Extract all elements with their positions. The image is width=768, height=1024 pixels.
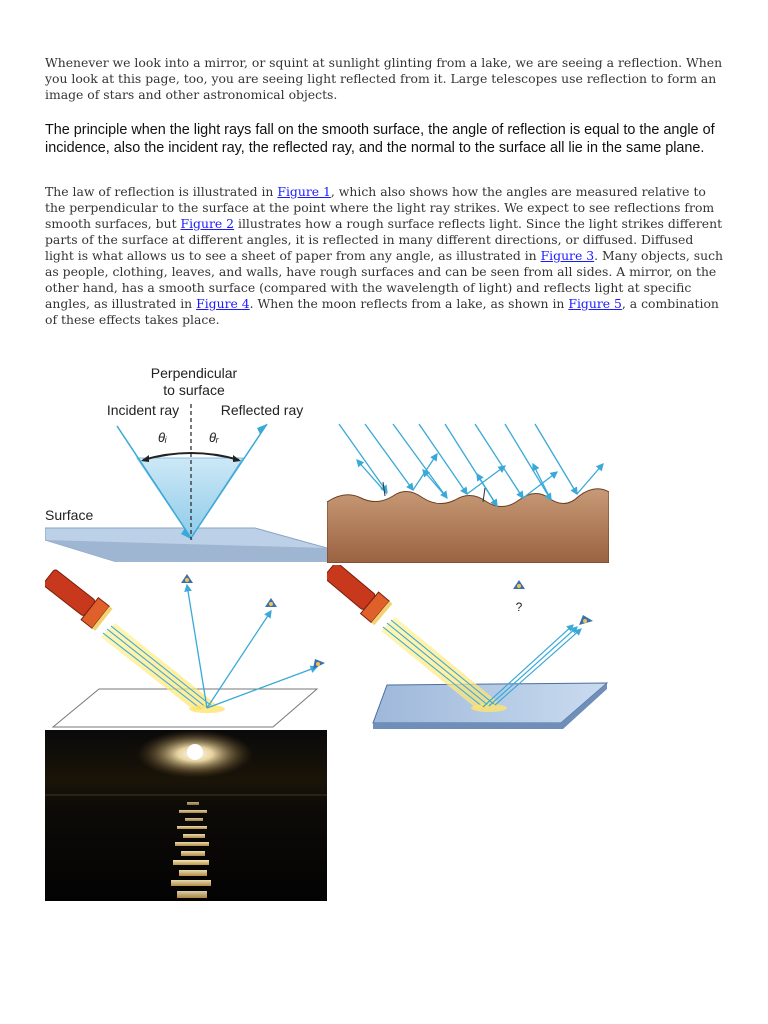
figure-5-link[interactable]: Figure 5 (568, 296, 622, 311)
figure-1-diagram (45, 362, 327, 562)
eye-icon (513, 580, 525, 589)
perpendicular-label-2: to surface (163, 382, 225, 398)
reflected-ray-label: Reflected ray (220, 402, 304, 418)
figure-2-link[interactable]: Figure 2 (180, 216, 235, 231)
figure-4-mirror-specular (327, 565, 609, 730)
theta-i-label: θᵢ (158, 430, 167, 445)
figure-1-link[interactable]: Figure 1 (277, 184, 331, 199)
angle-cone (137, 458, 243, 538)
intro-paragraph: Whenever we look into a mirror, or squint at sunlight glinting from a lake, we are seeing a reflection. When you look at this page, too, you are seeing light reflected from it. Large telescopes use reflection to form an image of stars and other astronomical objects. (45, 55, 723, 102)
horizon (45, 794, 327, 796)
flashlight (45, 566, 113, 631)
incident-ray-label: Incident ray (106, 402, 180, 418)
figure-2-diagram (327, 420, 609, 563)
figure-4-diagram (327, 565, 609, 730)
law-text-3: illustrates how a rough surface reflects light. Since the light strikes different parts of the surface at different angles, it is reflected in many different directions, or diffused. Diffused light is what allows us to see a sheet of paper from any angle, as illustrated in (45, 216, 723, 263)
eye-icon (313, 659, 325, 669)
question-mark: ? (515, 600, 523, 614)
law-text-5: . When the moon reflects from a lake, as shown in (249, 296, 569, 311)
rough-surface (327, 489, 609, 563)
eye-icon (579, 615, 593, 625)
figure-5-moon-over-lake (45, 730, 327, 901)
moon (187, 744, 203, 760)
eye-icon (181, 574, 193, 583)
figure-4-link[interactable]: Figure 4 (196, 296, 250, 311)
perpendicular-label-1: Perpendicular (150, 365, 238, 381)
law-text-4: . Many objects, such as people, clothing, leaves, and walls, have rough surfaces and can be seen from all sides. A mirror, on the other hand, has a smooth surface (compared with the wavelength of light) and reflects light at specific angles, as illustrated in (45, 248, 723, 311)
figure-5-photo (45, 730, 327, 901)
figure-3-diagram (45, 565, 327, 730)
law-text-6: , a combination of these effects takes place. (45, 296, 719, 327)
law-of-reflection-paragraph (45, 184, 725, 328)
surface-label: Surface (45, 507, 94, 523)
flashlight (327, 565, 392, 625)
figure-3-link[interactable]: Figure 3 (540, 248, 595, 263)
eye-icon (265, 598, 277, 607)
principle-paragraph: The principle when the light rays fall on the smooth surface, the angle of reflection is equal to the angle of incidence, also the incident ray, the reflected ray, and the normal to the surface all lie in the same plane. (45, 122, 715, 156)
figure-2-rough-surface (327, 420, 609, 563)
law-text-1: The law of reflection is illustrated in (45, 184, 278, 199)
figure-1-law-of-reflection (45, 362, 327, 562)
figure-3-paper-diffuse (45, 565, 327, 730)
law-text-2: , which also shows how the angles are measured relative to the perpendicular to the surface at the point where the light ray strikes. We expect to see reflections from smooth surfaces, but (45, 184, 715, 231)
theta-r-label: θᵣ (209, 430, 219, 445)
